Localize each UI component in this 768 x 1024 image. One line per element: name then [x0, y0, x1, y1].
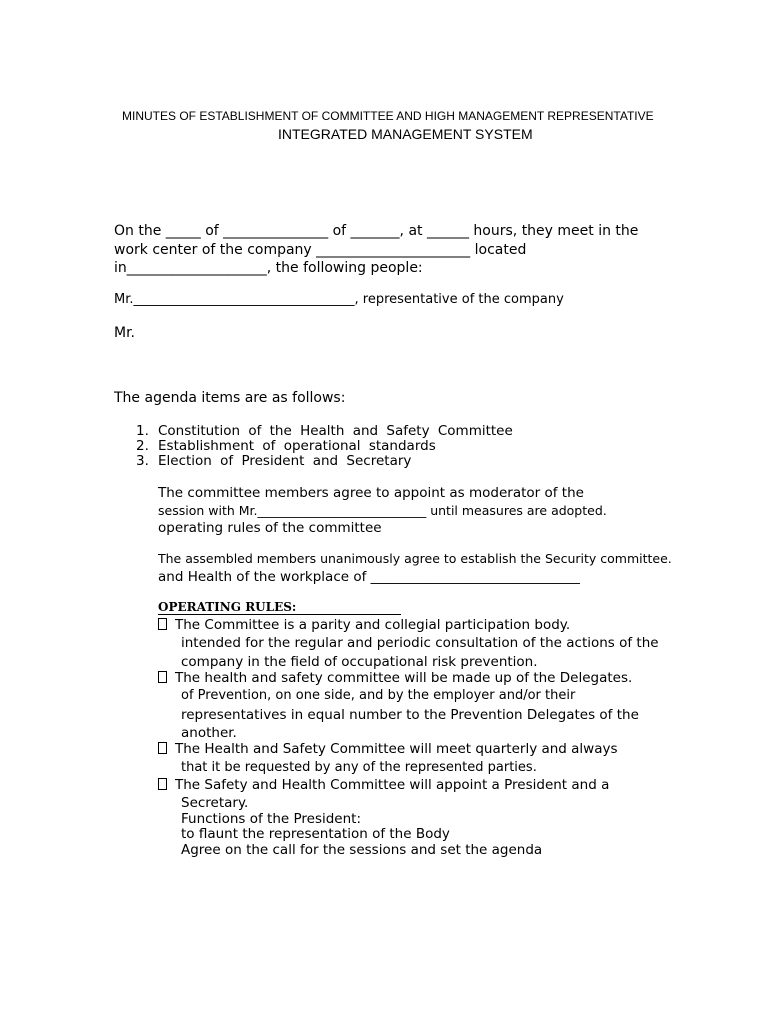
agenda-heading: The agenda items are as follows: — [114, 390, 346, 406]
intro-line-3: in____________________, the following people: — [114, 260, 423, 276]
rule-text: another. — [181, 725, 237, 741]
rule-text: company in the field of occupational risk prevention. — [181, 654, 538, 670]
moderator-line-3: operating rules of the committee — [158, 520, 382, 536]
attendee-line-2: Mr. — [114, 325, 135, 341]
assembled-line-2: and Health of the workplace of _______________________________ — [158, 569, 580, 585]
rule-text: of Prevention, on one side, and by the employer and/or their — [181, 688, 576, 703]
operating-rules-heading: OPERATING RULES: — [158, 600, 401, 615]
agenda-item: Constitution of the Health and Safety Committee — [158, 423, 513, 439]
agenda-item: Election of President and Secretary — [158, 453, 412, 469]
bullet-icon — [158, 741, 175, 757]
rule-text: Agree on the call for the sessions and set the agenda — [181, 842, 543, 858]
rule-text: representatives in equal number to the Prevention Delegates of the — [181, 707, 639, 723]
rule-text: Functions of the President: — [181, 811, 362, 827]
moderator-line-1: The committee members agree to appoint as moderator of the — [158, 485, 584, 501]
rule-text: intended for the regular and periodic consultation of the actions of the — [181, 635, 659, 651]
assembled-line-1: The assembled members unanimously agree to establish the Security committee. — [158, 551, 672, 566]
rule-text: The Safety and Health Committee will appoint a President and a — [175, 777, 610, 793]
agenda-item-number: 3. — [136, 453, 149, 469]
agenda-item: Establishment of operational standards — [158, 438, 436, 454]
rule-text: that it be requested by any of the represented parties. — [181, 760, 537, 775]
attendee-line-1: Mr.__________________________________, representative of the company — [114, 292, 564, 307]
document-title: MINUTES OF ESTABLISHMENT OF COMMITTEE AND HIGH MANAGEMENT REPRESENTATIVE — [122, 109, 654, 123]
agenda-item-number: 2. — [136, 438, 149, 454]
bullet-icon — [158, 777, 175, 793]
rule-text: Secretary. — [181, 795, 249, 811]
agenda-item-number: 1. — [136, 423, 149, 439]
rule-2 — [158, 670, 632, 686]
intro-line-2: work center of the company ______________________ located — [114, 242, 527, 258]
intro-line-1: On the _____ of _______________ of _______, at ______ hours, they meet in the — [114, 223, 639, 239]
document-subtitle: INTEGRATED MANAGEMENT SYSTEM — [278, 126, 533, 142]
rule-1 — [158, 617, 570, 633]
rule-3 — [158, 741, 618, 757]
rule-text: The health and safety committee will be made up of the Delegates. — [175, 670, 633, 686]
bullet-icon — [158, 617, 175, 633]
rule-text: to flaunt the representation of the Body — [181, 826, 450, 842]
moderator-line-2: session with Mr.___________________________ until measures are adopted. — [158, 503, 607, 518]
bullet-icon — [158, 670, 175, 686]
rule-text: The Health and Safety Committee will meet quarterly and always — [175, 741, 618, 757]
rule-4 — [158, 777, 609, 793]
rule-text: The Committee is a parity and collegial participation body. — [175, 617, 571, 633]
